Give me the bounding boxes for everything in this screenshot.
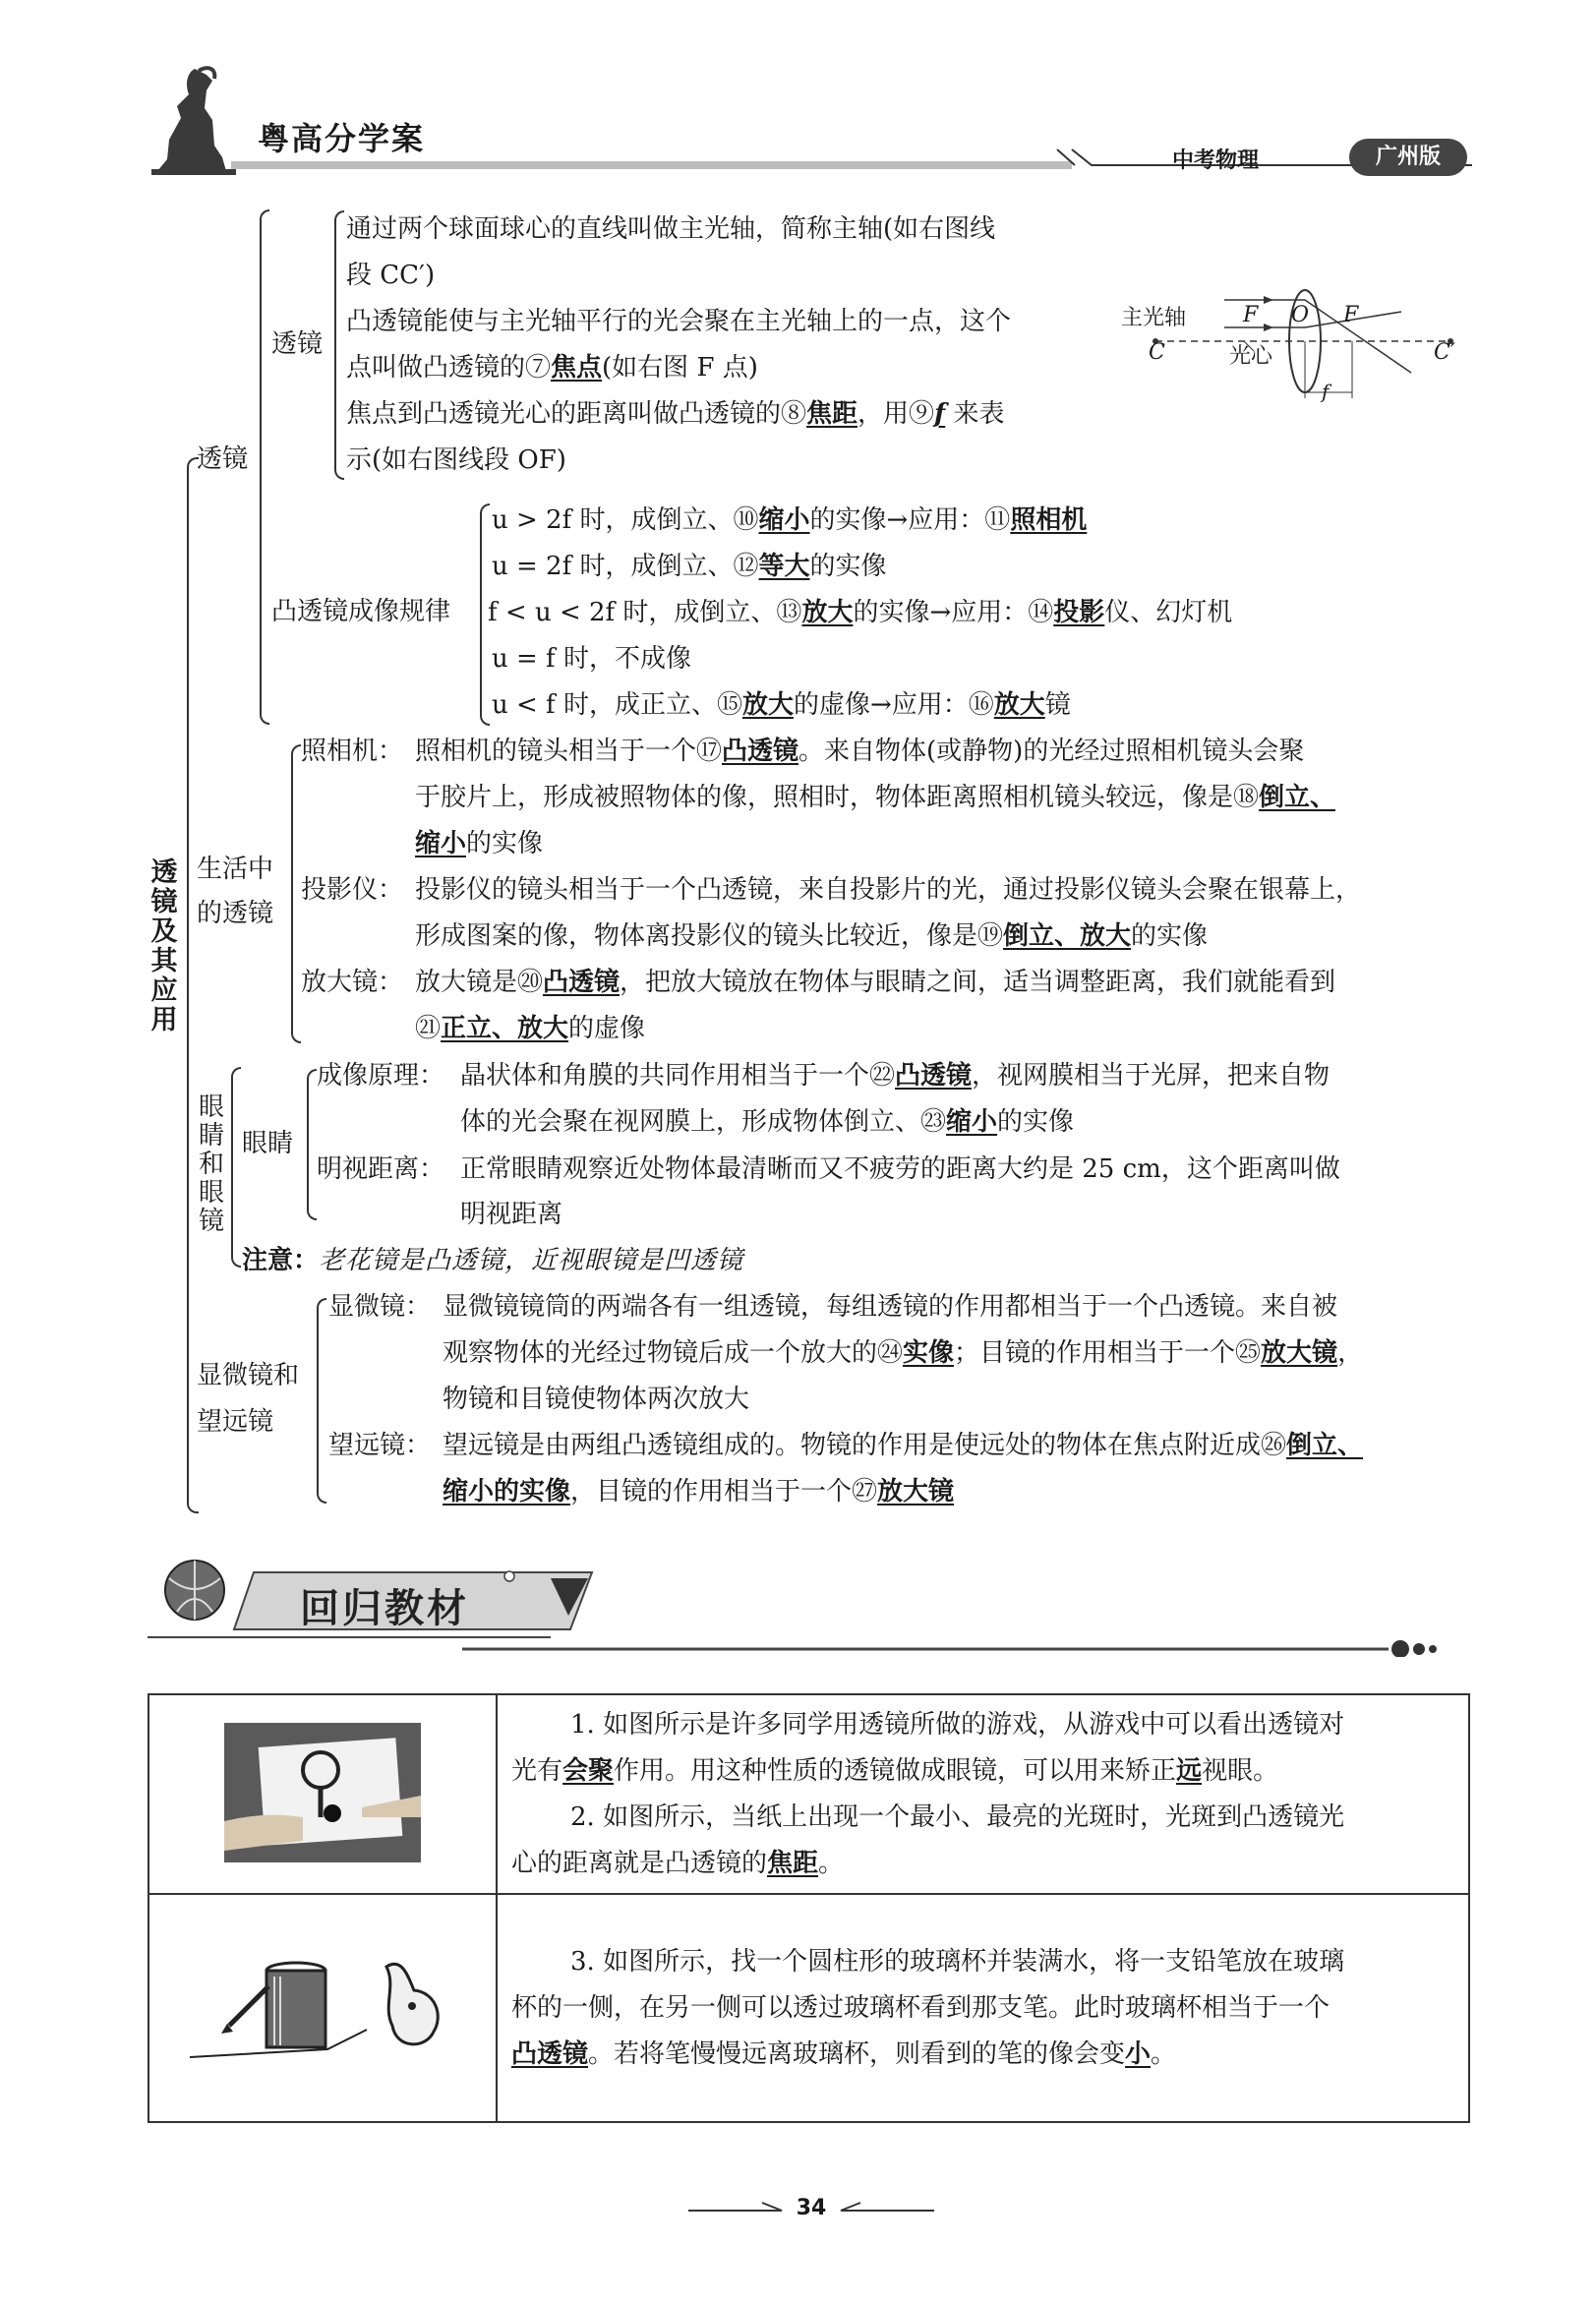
magnifier-line-2: ㉑正立、放大的虚像	[415, 1014, 646, 1043]
rule-5: u < f 时，成正立、⑮放大的虚像→应用：⑯放大镜	[492, 690, 1071, 720]
q-cell-2	[497, 1894, 1469, 2122]
rules-label: 凸透镜成像规律	[271, 597, 451, 626]
distance-label: 明视距离：	[317, 1154, 445, 1184]
fig-F-right: F	[1343, 303, 1359, 327]
subject-label: 中考物理	[1172, 148, 1260, 173]
ram-statue-logo	[148, 61, 238, 179]
lens-brace	[260, 209, 269, 725]
distance-line-2: 明视距离	[460, 1200, 563, 1229]
rule-4: u = f 时，不成像	[492, 644, 691, 674]
page-number: 34	[796, 2196, 827, 2220]
microscope-label: 显微镜：	[328, 1292, 432, 1322]
q1-line-2: 光有会聚作用。用这种性质的透镜做成眼镜，可以用来矫正远视眼。	[511, 1755, 1279, 1786]
life-brace	[291, 744, 301, 1043]
fig-F-left: F	[1243, 303, 1259, 327]
convex-lens-diagram	[1116, 280, 1480, 408]
camera-line-2: 于胶片上，形成被照物体的像，照相时，物体距离照相机镜头较远，像是⑱倒立、	[415, 783, 1336, 812]
fig-O: O	[1291, 303, 1310, 327]
telescope-label: 望远镜：	[328, 1431, 432, 1460]
q2-line-2: 心的距离就是凸透镜的焦距。	[511, 1848, 845, 1878]
magnifier-game-photo	[224, 1723, 421, 1862]
edition-badge: 广州版	[1349, 139, 1467, 176]
microscope-line-1: 显微镜镜筒的两端各有一组透镜，每组透镜的作用都相当于一个凸透镜。来自被	[443, 1292, 1338, 1322]
q3-line-1: 3. 如图所示，找一个圆柱形的玻璃杯并装满水，将一支铅笔放在玻璃	[570, 1946, 1345, 1977]
microscope-line-3: 物镜和目镜使物体两次放大	[443, 1385, 750, 1414]
figure-cell	[148, 1894, 497, 2122]
principle-line-2: 体的光会聚在视网膜上，形成物体倒立、㉓缩小的实像	[460, 1107, 1075, 1137]
lens-line-5: 焦点到凸透镜光心的距离叫做凸透镜的⑧焦距，用⑨f 来表	[346, 399, 1005, 429]
fig-axis-label: 主光轴	[1121, 306, 1187, 330]
projector-line-1: 投影仪的镜头相当于一个凸透镜，来自投影片的光，通过投影仪镜头会聚在银幕上，	[415, 875, 1362, 905]
section-vertical-title: 透 镜 及 其 应 用	[150, 857, 178, 1035]
magnifier-line-1: 放大镜是⑳凸透镜，把放大镜放在物体与眼睛之间，适当调整距离，我们就能看到	[415, 968, 1336, 997]
q3-line-2: 杯的一侧，在另一侧可以透过玻璃杯看到那支笔。此时玻璃杯相当于一个	[511, 1992, 1330, 2023]
q2-line-1: 2. 如图所示，当纸上出现一个最小、最亮的光斑时，光斑到凸透镜光	[570, 1801, 1345, 1832]
principle-label: 成像原理：	[317, 1061, 445, 1091]
rule-2: u = 2f 时，成倒立、⑫等大的实像	[492, 552, 887, 581]
fig-center-label: 光心	[1229, 344, 1273, 369]
rule-1: u > 2f 时，成倒立、⑩缩小的实像→应用：⑪照相机	[492, 505, 1088, 535]
projector-line-2: 形成图案的像，物体离投影仪的镜头比较近，像是⑲倒立、放大的实像	[415, 921, 1209, 951]
note-line: 注意：老花镜是凸透镜，近视眼镜是凹透镜	[242, 1246, 744, 1275]
life-label-2: 的透镜	[197, 899, 274, 928]
brand-title: 粤高分学案	[258, 120, 426, 157]
q3-line-3: 凸透镜。若将笔慢慢远离玻璃杯，则看到的笔的像会变小。	[511, 2038, 1177, 2069]
table-row	[148, 1694, 1469, 1894]
lens-line-1: 通过两个球面球心的直线叫做主光轴，简称主轴(如右图线	[346, 214, 996, 244]
fig-C-left: C	[1149, 340, 1165, 365]
eye-brace	[231, 1067, 241, 1268]
lens-line-6: 示(如右图线段 OF)	[346, 445, 566, 475]
photo-cell	[148, 1694, 497, 1894]
lens-line-4: 点叫做凸透镜的⑦焦点(如右图 F 点)	[346, 353, 758, 383]
scope-label-1: 显微镜和	[197, 1361, 300, 1390]
fig-f: f	[1322, 380, 1330, 403]
distance-line-1: 正常眼睛观察近处物体最清晰而又不疲劳的距离大约是 25 cm，这个距离叫做	[460, 1154, 1340, 1184]
eye-label: 眼 睛 和 眼 镜	[198, 1092, 224, 1236]
eye-sub-label: 眼睛	[242, 1129, 294, 1158]
fig-C-right: C′	[1434, 340, 1455, 365]
eye-sub-brace	[307, 1069, 317, 1220]
lens-def-brace	[334, 210, 344, 480]
telescope-line-2: 缩小的实像，目镜的作用相当于一个㉗放大镜	[443, 1477, 955, 1506]
camera-label: 照相机：	[301, 737, 404, 766]
life-label-1: 生活中	[197, 855, 274, 884]
projector-label: 投影仪：	[301, 875, 404, 905]
telescope-line-1: 望远镜是由两组凸透镜组成的。物镜的作用是使远处的物体在焦点附近成㉖倒立、	[443, 1431, 1364, 1460]
microscope-line-2: 观察物体的光经过物镜后成一个放大的㉔实像；目镜的作用相当于一个㉕放大镜，	[443, 1338, 1364, 1368]
glass-pencil-figure	[190, 1947, 455, 2065]
lens-sub-label: 透镜	[271, 329, 324, 359]
header-rule	[231, 148, 1472, 183]
section-title: 回归教材	[300, 1586, 469, 1631]
lens-line-2: 段 CC′)	[346, 261, 436, 290]
table-row	[148, 1894, 1469, 2122]
review-table	[148, 1693, 1470, 2123]
scope-label-2: 望远镜	[197, 1407, 274, 1437]
camera-line-1: 照相机的镜头相当于一个⑰凸透镜。来自物体(或静物)的光经过照相机镜头会聚	[415, 737, 1305, 766]
q1-line-1: 1. 如图所示是许多同学用透镜所做的游戏，从游戏中可以看出透镜对	[570, 1709, 1345, 1740]
q-cell-1	[497, 1694, 1469, 1894]
main-brace	[187, 457, 199, 1513]
scope-brace	[317, 1298, 326, 1504]
lens-line-3: 凸透镜能使与主光轴平行的光会聚在主光轴上的一点，这个	[346, 307, 1012, 336]
lens-label: 透镜	[197, 444, 249, 474]
rule-3: f < u < 2f 时，成倒立、⑬放大的实像→应用：⑭投影仪、幻灯机	[488, 598, 1233, 627]
principle-line-1: 晶状体和角膜的共同作用相当于一个㉒凸透镜，视网膜相当于光屏，把来自物	[460, 1061, 1330, 1091]
magnifier-label: 放大镜：	[301, 968, 404, 997]
camera-line-3: 缩小的实像	[415, 829, 544, 858]
